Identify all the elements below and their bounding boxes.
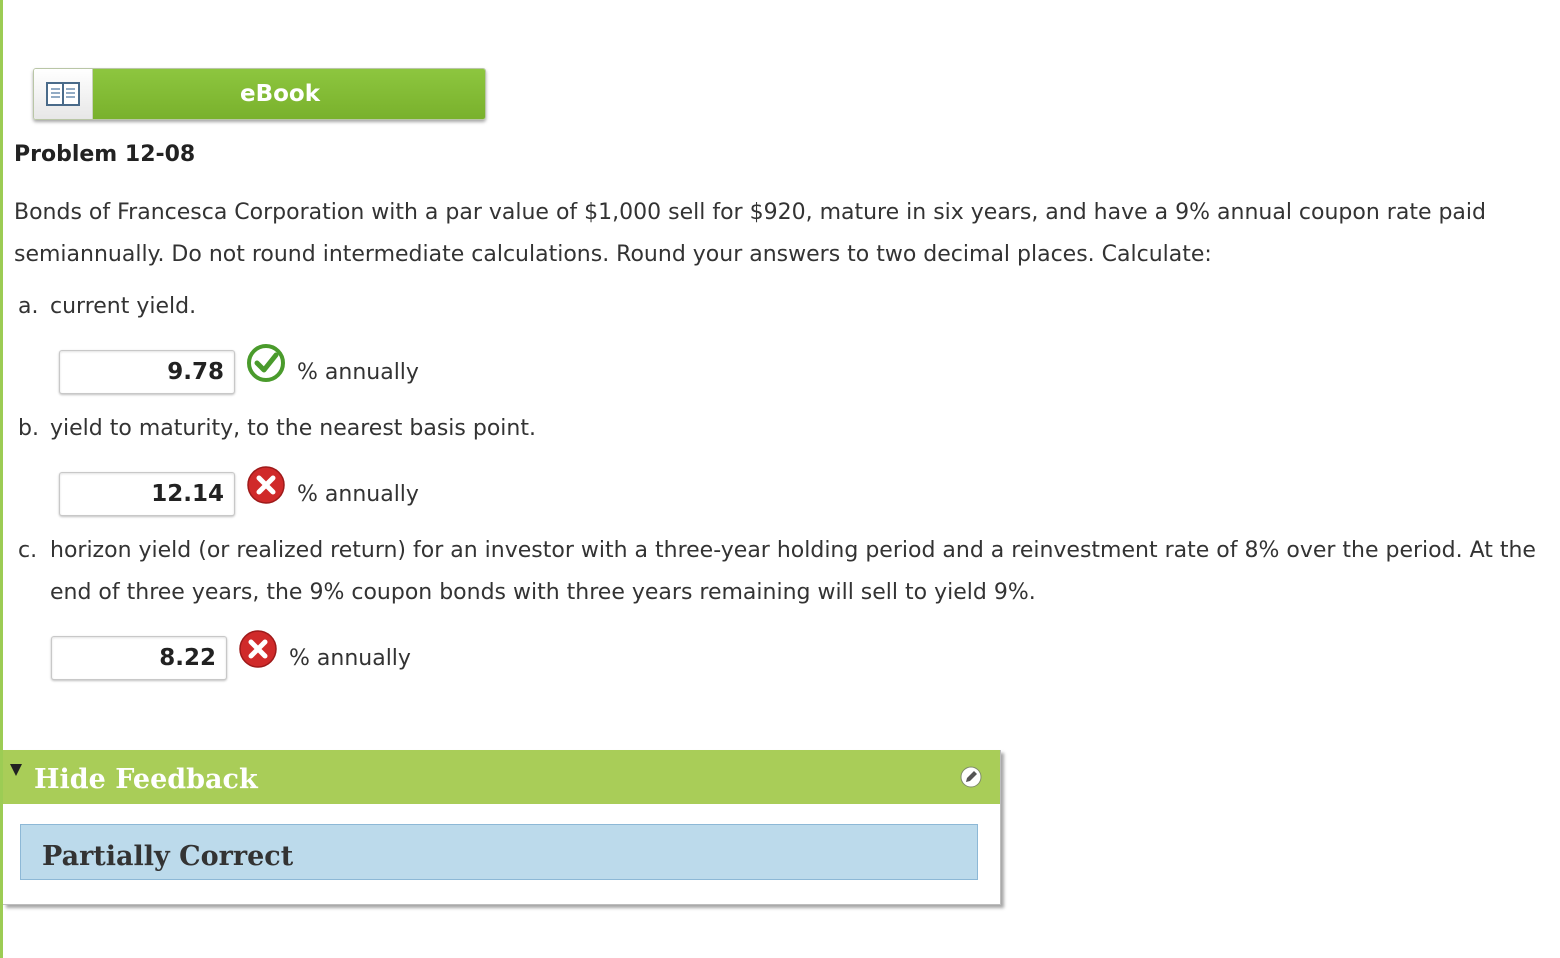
part-c-unit: % annually: [289, 645, 411, 671]
part-a-answer-input[interactable]: [59, 350, 235, 394]
x-circle-icon: [237, 628, 279, 670]
feedback-result-box: [20, 824, 978, 880]
ebook-label: eBook: [93, 69, 485, 119]
part-b-text: yield to maturity, to the nearest basis point.: [50, 416, 536, 441]
ebook-button[interactable]: [33, 68, 486, 120]
feedback-panel: [3, 750, 1001, 905]
hide-feedback-label: Hide Feedback: [34, 764, 258, 795]
open-book-icon: [34, 69, 93, 119]
triangle-down-icon: [10, 764, 22, 776]
part-b-question: [18, 408, 1538, 450]
pencil-icon[interactable]: [960, 766, 982, 788]
part-a-unit: % annually: [297, 359, 419, 385]
part-a-answer-row: [59, 350, 419, 394]
part-a-question: [18, 286, 1538, 328]
part-c-answer-input[interactable]: [51, 636, 227, 680]
part-c-answer-row: [51, 636, 411, 680]
part-b-answer-row: [59, 472, 419, 516]
problem-title: Problem 12-08: [14, 142, 196, 167]
part-c-text: horizon yield (or realized return) for an investor with a three-year holding period and a reinvestment rate of 8% over the period. At the end of three years, the 9% coupon bonds with three years remaining will sell to yield 9%.: [50, 538, 1536, 605]
hide-feedback-toggle[interactable]: [3, 750, 1000, 804]
part-b-letter: b.: [18, 416, 39, 441]
part-a-letter: a.: [18, 294, 39, 319]
check-circle-icon: [245, 342, 287, 384]
part-b-answer-input[interactable]: [59, 472, 235, 516]
problem-statement: Bonds of Francesca Corporation with a par value of $1,000 sell for $920, mature in six years, and have a 9% annual coupon rate paid semiannually. Do not round intermediate calculations. Round your answers to two decimal places. Calculate:: [14, 200, 1486, 267]
part-c-question: [18, 530, 1538, 614]
feedback-result: Partially Correct: [42, 841, 294, 872]
part-c-letter: c.: [18, 538, 38, 563]
x-circle-icon: [245, 464, 287, 506]
part-b-unit: % annually: [297, 481, 419, 507]
part-a-text: current yield.: [50, 294, 197, 319]
